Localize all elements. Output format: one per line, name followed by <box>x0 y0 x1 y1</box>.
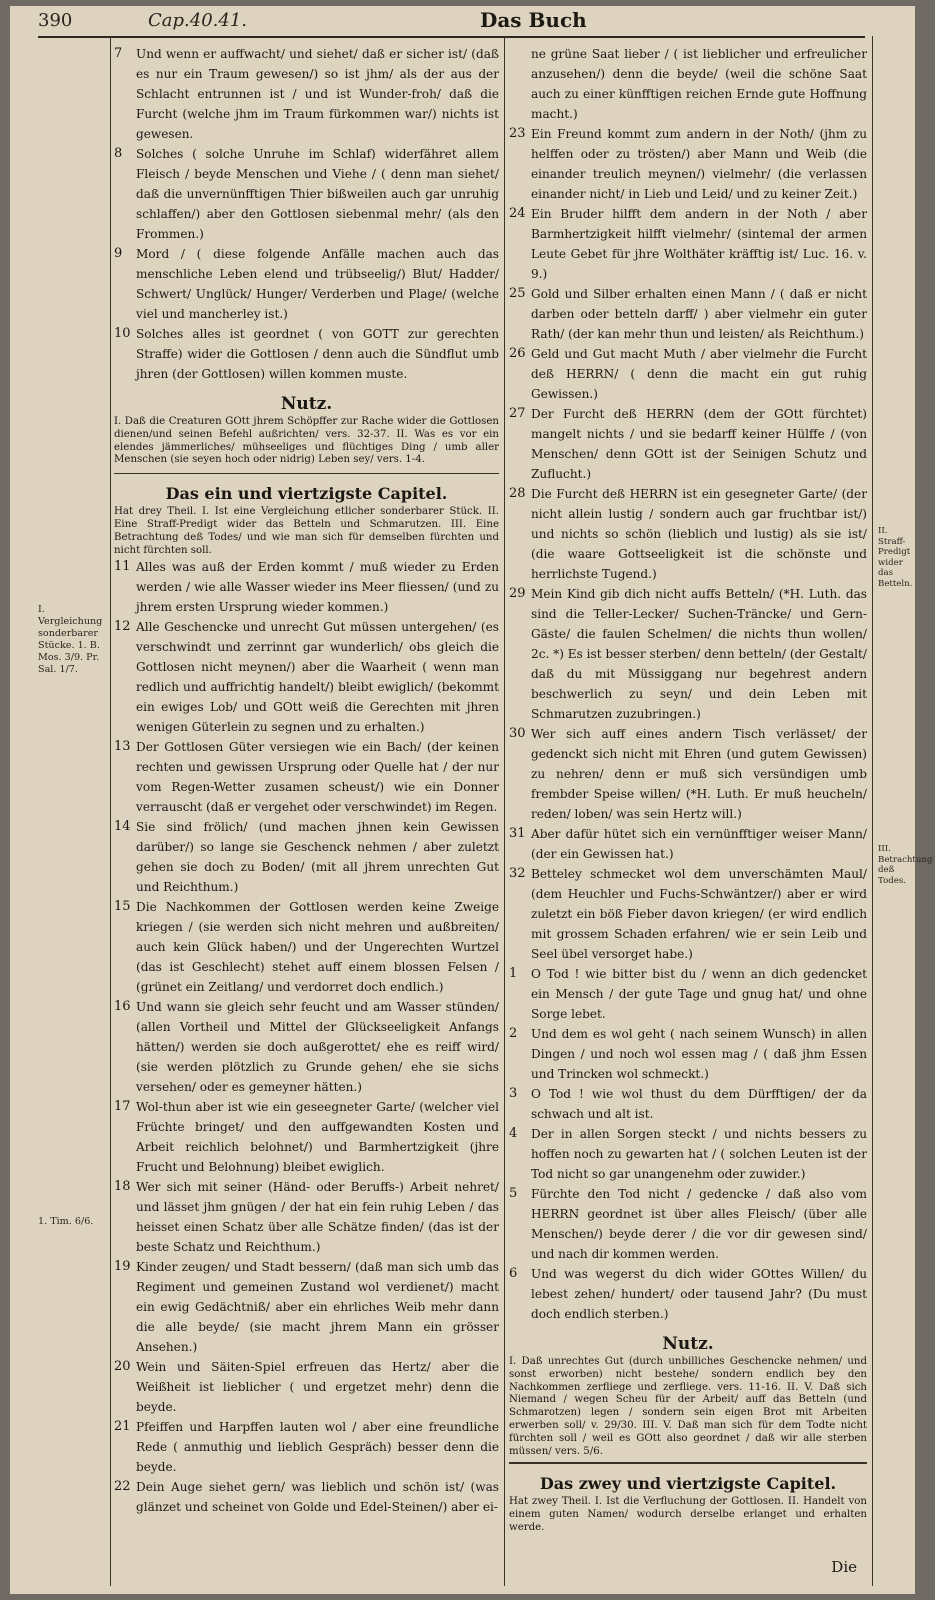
nutz-text: I. Daß die Creaturen GOtt jhrem Schöpffer zur Rache wider die Gottlosen dienen/und seinen Befehl außrichten/ vers. 32-37. II. Was es vor ein elendes jämmerliches/ mühseeliges und flüchtiges Ding / umb aller Menschen (sie seyen hoch oder nidrig) Leben sey/ vers. 1-4. <box>114 416 499 466</box>
verse-text: ne grüne Saat lieber / ( ist lieblicher und erfreulicher anzusehen/) denn die beyde/ (weil die schöne Saat auch zu einer künfftigen reichen Ernde gute Hoffnung macht.) <box>531 47 867 121</box>
column-rule-left <box>110 36 111 1586</box>
verse-text: Wein und Säiten-Spiel erfreuen das Hertz/ aber die Weißheit ist lieblicher ( und ergetzet mehr) denn die beyde. <box>136 1360 499 1415</box>
verse-number: 3 <box>509 1086 518 1101</box>
verse-text: Aber dafür hütet sich ein vernünfftiger weiser Mann/ (der ein Gewissen hat.) <box>531 827 867 861</box>
verse-number: 7 <box>114 46 123 61</box>
verse <box>509 1264 867 1324</box>
catchword: Die <box>831 1558 857 1576</box>
verse <box>114 244 499 324</box>
header-rule <box>38 36 865 38</box>
verse-number: 23 <box>509 126 526 141</box>
verse-text: Pfeiffen und Harpffen lauten wol / aber eine freundliche Rede ( anmuthig und lieblich Gespräch) besser denn die beyde. <box>136 1420 499 1475</box>
verse-number: 19 <box>114 1259 131 1275</box>
chapter-reference: Cap.40.41. <box>148 10 247 31</box>
verse-text: Die Nachkommen der Gottlosen werden keine Zweige kriegen / (sie werden sich nicht mehren und außbreiten/ auch kein Glück haben/) und der Ungerechten Wurtzel (das ist Geschlecht) stehet auff einem blossen Felsen / (grünet ein Zeitlang/ und verdorret doch endlich.) <box>136 900 499 995</box>
chapter-summary: Hat drey Theil. I. Ist eine Vergleichung etlicher sonderbarer Stück. II. Eine Straff-Predigt wider das Betteln und Schmarutzen. III. Eine Betrachtung deß Todes/ und wie man sich für demselben fürchten und nicht fürchten soll. <box>114 506 499 556</box>
margin-note-right: II. Straff-Predigt wider das Betteln. <box>878 526 913 589</box>
verse-number: 27 <box>509 406 526 421</box>
verse <box>114 324 499 384</box>
verse-text: Ein Bruder hilfft dem andern in der Noth / aber Barmhertzigkeit hilfft vielmehr/ (sintemal der armen Leute Gebet für jhre Wolthäter kräfftig ist/ Luc. 16. v. 9.) <box>531 207 867 281</box>
verse <box>509 824 867 864</box>
verse <box>509 44 867 124</box>
verse-text: Gold und Silber erhalten einen Mann / ( daß er nicht darben oder betteln darff/ ) aber vielmehr ein guter Rath/ (der kan mehr thun und leisten/ als Reichthum.) <box>531 287 867 341</box>
nutz-text: I. Daß unrechtes Gut (durch unbilliches Geschencke nehmen/ und sonst erworben) nicht bestehe/ sondern endlich bey den Nachkommen zerfliege und zerfliege. vers. 11-16. II. V. Daß sich Niemand / wegen Scheu für der Arbeit/ auff das Betteln (und Schmarotzen) legen / sondern sein eigen Brot mit Arbeiten erwerben soll/ v. 29/30. III. V. Daß man sich für dem Todte nicht fürchten soll / weil es GOtt also geordnet / daß wir alle sterben müssen/ vers. 5/6. <box>509 1356 867 1457</box>
verse-text: Und wann sie gleich sehr feucht und am Wasser stünden/ (allen Vortheil und Mittel der Glückseeligkeit Anfangs hätten/) werden sie doch außgerottet/ ehe es reiff wird/ (sie werden plötzlich zu Grunde gehen/ ehe sie sichs versehen/ oder es gemeyner hätten.) <box>136 1000 499 1095</box>
chapter-heading: Das ein und viertzigste Capitel. <box>165 484 448 504</box>
verses-right <box>509 44 867 1324</box>
verse-number: 5 <box>509 1186 518 1201</box>
verse <box>509 284 867 344</box>
verse <box>509 1084 867 1124</box>
verse-text: Der in allen Sorgen steckt / und nichts bessers zu hoffen noch zu gewarten hat / ( solchen Leuten ist der Tod nicht so gar unangenehm oder zuwider.) <box>531 1127 867 1181</box>
verse-number: 22 <box>114 1479 131 1495</box>
verse-text: O Tod ! wie bitter bist du / wenn an dich gedencket ein Mensch / der gute Tage und gnug hat/ und ohne Sorge lebet. <box>531 967 867 1021</box>
verse <box>114 1417 499 1477</box>
verse <box>509 1024 867 1084</box>
verse-text: Wol-thun aber ist wie ein geseegneter Garte/ (welcher viel Früchte bringet/ und den auffgewandten Kosten und Arbeit reichlich belohnet/) und Barmhertzigkeit (jhre Frucht und Belohnung) bleibet ewiglich. <box>136 1100 499 1175</box>
verse-text: Und dem es wol geht ( nach seinem Wunsch) in allen Dingen / und noch wol essen mag / ( daß jhm Essen und Trincken wol schmeckt.) <box>531 1027 867 1081</box>
verse <box>114 617 499 737</box>
verse-number: 14 <box>114 819 131 835</box>
verses-top <box>114 44 499 384</box>
verse-text: Alle Geschencke und unrecht Gut müssen untergehen/ (es verschwindt und zerrinnt gar wunderlich/ obs gleich die Gottlosen nicht meynen/) aber die Waarheit ( wenn man redlich und auffrichtig handelt/) bleibt ewiglich/ (bekommt ein ewiges Lob/ und GOtt weiß die Gerechten mit jhren wenigen Güterlein zu segnen und zu erhalten.) <box>136 620 499 735</box>
verse-text: Solches ( solche Unruhe im Schlaf) widerfähret allem Fleisch / beyde Menschen und Viehe / ( denn man siehet/ daß die unvernünfftigen Thier bißweilen auch gar unruhig schlaffen/) aber den Gottlosen siebenmal mehr/ (als den Frommen.) <box>136 147 499 241</box>
margin-note-left: I. Vergleichung sonderbarer Stücke. 1. B. Mos. 3/9. Pr. Sal. 1/7. <box>38 604 103 675</box>
verse-number: 15 <box>114 899 131 915</box>
verse <box>114 1257 499 1357</box>
verse-number: 17 <box>114 1099 131 1115</box>
verse-text: Der Gottlosen Güter versiegen wie ein Bach/ (der keinen rechten und gewissen Ursprung oder Quelle hat / der nur vom Regen-Wetter zusamen scheust/) wie ein Donner verrauscht (daß er vergehet oder verschwindet) im Regen. <box>136 740 499 815</box>
verse-text: O Tod ! wie wol thust du dem Dürfftigen/ der da schwach und alt ist. <box>531 1087 867 1121</box>
verse <box>114 737 499 817</box>
verse <box>114 1097 499 1177</box>
verse <box>509 404 867 484</box>
verse-text: Fürchte den Tod nicht / gedencke / daß also vom HERRN geordnet ist über alles Fleisch/ (über alle Menschen/) beyde derer / die vor dir gewesen sind/ und nach dir kommen werden. <box>531 1187 867 1261</box>
column-rule-right <box>872 36 873 1586</box>
verse <box>114 144 499 244</box>
verse <box>509 724 867 824</box>
verse-text: Die Furcht deß HERRN ist ein gesegneter Garte/ (der nicht allein lustig / sondern auch gar fruchtbar ist/) und nichts so schön (lieblich und lustig) als sie ist/ (die waare Gottseeligkeit ist die schönste und herrlichste Tugend.) <box>531 487 867 581</box>
verse-text: Der Furcht deß HERRN (dem der GOtt fürchtet) mangelt nichts / und sie bedarff keiner Hülffe / (von Menschen/ denn GOtt ist der Seinigen Schutz und Zuflucht.) <box>531 407 867 481</box>
verse-text: Betteley schmecket wol dem unverschämten Maul/ (dem Heuchler und Fuchs-Schwäntzer/) aber er wird zuletzt ein böß Fieber davon kriegen/ (er wird endlich mit grossem Schaden erfahren/ wie er sein Leib und Seel übel versorget habe.) <box>531 867 867 961</box>
verses-chapter <box>114 557 499 1517</box>
verse-number: 26 <box>509 346 526 361</box>
verse-text: Geld und Gut macht Muth / aber vielmehr die Furcht deß HERRN/ ( denn die macht ein gut ruhig Gewissen.) <box>531 347 867 401</box>
margin-note-right: III. Betrachtung deß Todes. <box>878 844 933 886</box>
page-number: 390 <box>38 10 73 31</box>
verse <box>114 1357 499 1417</box>
verse-number: 32 <box>509 866 526 881</box>
book-page <box>10 6 933 1594</box>
verse <box>509 124 867 204</box>
verse <box>509 1184 867 1264</box>
verse-number: 2 <box>509 1026 518 1041</box>
verse <box>114 1177 499 1257</box>
margin-note-left: 1. Tim. 6/6. <box>38 1216 94 1227</box>
verse <box>509 204 867 284</box>
verse-text: Wer sich auff eines andern Tisch verlässet/ der gedenckt sich nicht mit Ehren (und gutem Gewissen) zu nehren/ denn er muß sich versündigen umb frembder Speise willen/ (*H. Luth. Er muß heucheln/ reden/ loben/ was sein Hertz will.) <box>531 727 867 821</box>
verse <box>509 344 867 404</box>
verse <box>509 484 867 584</box>
verse-number: 12 <box>114 619 131 635</box>
running-head: Das Buch <box>480 8 587 32</box>
verse-text: Mein Kind gib dich nicht auffs Betteln/ (*H. Luth. das sind die Teller-Lecker/ Suchen-Träncke/ und Gern-Gäste/ die faulen Schelmen/ die nichts thun wollen/ 2c. *) Es ist besser sterben/ denn betteln/ (der Gestalt/ daß du mit Müssiggang nur begehrest andern beschwerlich zu seyn/ und dein Leben mit Schmarutzen zuzubringen.) <box>531 587 867 721</box>
verse <box>114 817 499 897</box>
verse-text: Ein Freund kommt zum andern in der Noth/ (jhm zu helffen oder zu trösten/) aber Mann und Weib (die einander treulich meynen/) vielmehr/ (die verlassen einander nicht/ in Lieb und Leid/ und zu keiner Zeit.) <box>531 127 867 201</box>
verse-number: 31 <box>509 826 526 841</box>
verse-text: Dein Auge siehet gern/ was lieblich und schön ist/ (was glänzet und scheinet von Golde und Edel-Steinen/) aber ei- <box>136 1480 499 1515</box>
verse-text: Alles was auß der Erden kommt / muß wieder zu Erden werden / wie alle Wasser wieder ins Meer fliessen/ (und zu jhrem ersten Ursprung wieder kommen.) <box>136 560 499 615</box>
verse-number: 21 <box>114 1419 131 1435</box>
left-column <box>114 44 499 1517</box>
verse <box>114 44 499 144</box>
verse-number: 16 <box>114 999 131 1015</box>
chapter-heading: Das zwey und viertzigste Capitel. <box>539 1474 837 1494</box>
verse-text: Und was wegerst du dich wider GOttes Willen/ du lebest zehen/ hundert/ oder tausend Jahr? (Du must doch endlich sterben.) <box>531 1267 867 1321</box>
verse-number: 29 <box>509 586 526 601</box>
nutz-heading: Nutz. <box>662 1334 714 1354</box>
verse <box>114 997 499 1097</box>
verse-text: Sie sind frölich/ (und machen jhnen kein Gewissen darüber/) so lange sie Geschenck nehmen / aber zuletzt gehen sie doch zu Boden/ (mit all jhrem unrechten Gut und Reichthum.) <box>136 820 499 895</box>
verse-number: 24 <box>509 206 526 221</box>
verse <box>114 557 499 617</box>
chapter-summary: Hat zwey Theil. I. Ist die Verfluchung der Gottlosen. II. Handelt von einem guten Namen/ wodurch derselbe erlanget und erhalten werde. <box>509 1496 867 1533</box>
verse-number: 18 <box>114 1179 131 1195</box>
verse-number: 9 <box>114 246 123 261</box>
verse-number: 8 <box>114 146 123 161</box>
section-rule <box>509 1462 867 1464</box>
verse-number: 20 <box>114 1359 131 1375</box>
verse-number: 1 <box>509 966 518 981</box>
verse <box>509 964 867 1024</box>
verse <box>114 897 499 997</box>
verse <box>509 1124 867 1184</box>
verse-number: 28 <box>509 486 526 501</box>
section-rule <box>114 473 499 474</box>
verse-text: Und wenn er auffwacht/ und siehet/ daß er sicher ist/ (daß es nur ein Traum gewesen/) so ist jhm/ als der aus der Schlacht entrunnen ist / und ist Wunder-froh/ daß die Furcht (welche jhm im Traum fürkommen war/) nichts ist gewesen. <box>136 47 499 141</box>
nutz-heading: Nutz. <box>280 394 333 414</box>
verse-number: 6 <box>509 1266 518 1281</box>
verse-number: 4 <box>509 1126 518 1141</box>
verse-text: Wer sich mit seiner (Händ- oder Beruffs-) Arbeit nehret/ und lässet jhm gnügen / der hat ein fein ruhig Leben / das heisset einen Schatz über alle Schätze finden/ (das ist der beste Schatz und Reichthum.) <box>136 1180 499 1255</box>
column-rule-middle <box>504 36 505 1586</box>
verse <box>509 584 867 724</box>
verse <box>509 864 867 964</box>
verse-number: 10 <box>114 326 131 341</box>
verse-text: Mord / ( diese folgende Anfälle machen auch das menschliche Leben elend und trübseelig/) Blut/ Hadder/ Schwert/ Unglück/ Hunger/ Verderben und Plage/ (welche viel und mancherley ist.) <box>136 247 499 321</box>
verse-number: 25 <box>509 286 526 301</box>
verse-number: 30 <box>509 726 526 741</box>
verse-number: 13 <box>114 739 131 755</box>
right-column <box>509 44 867 1535</box>
verse-text: Kinder zeugen/ und Stadt bessern/ (daß man sich umb das Regiment und gemeinen Zustand wol verdienet/) macht ein ewig Gedächtniß/ aber ein ehrliches Weib mehr dann die alle beyde/ (sie macht jhrem Mann ein grösser Ansehen.) <box>136 1260 499 1355</box>
page-header <box>10 6 915 38</box>
verse-text: Solches alles ist geordnet ( von GOTT zur gerechten Straffe) wider die Gottlosen / denn auch die Sündflut umb jhren (der Gottlosen) willen kommen muste. <box>136 327 499 381</box>
verse <box>114 1477 499 1517</box>
verse-number: 11 <box>114 559 131 575</box>
